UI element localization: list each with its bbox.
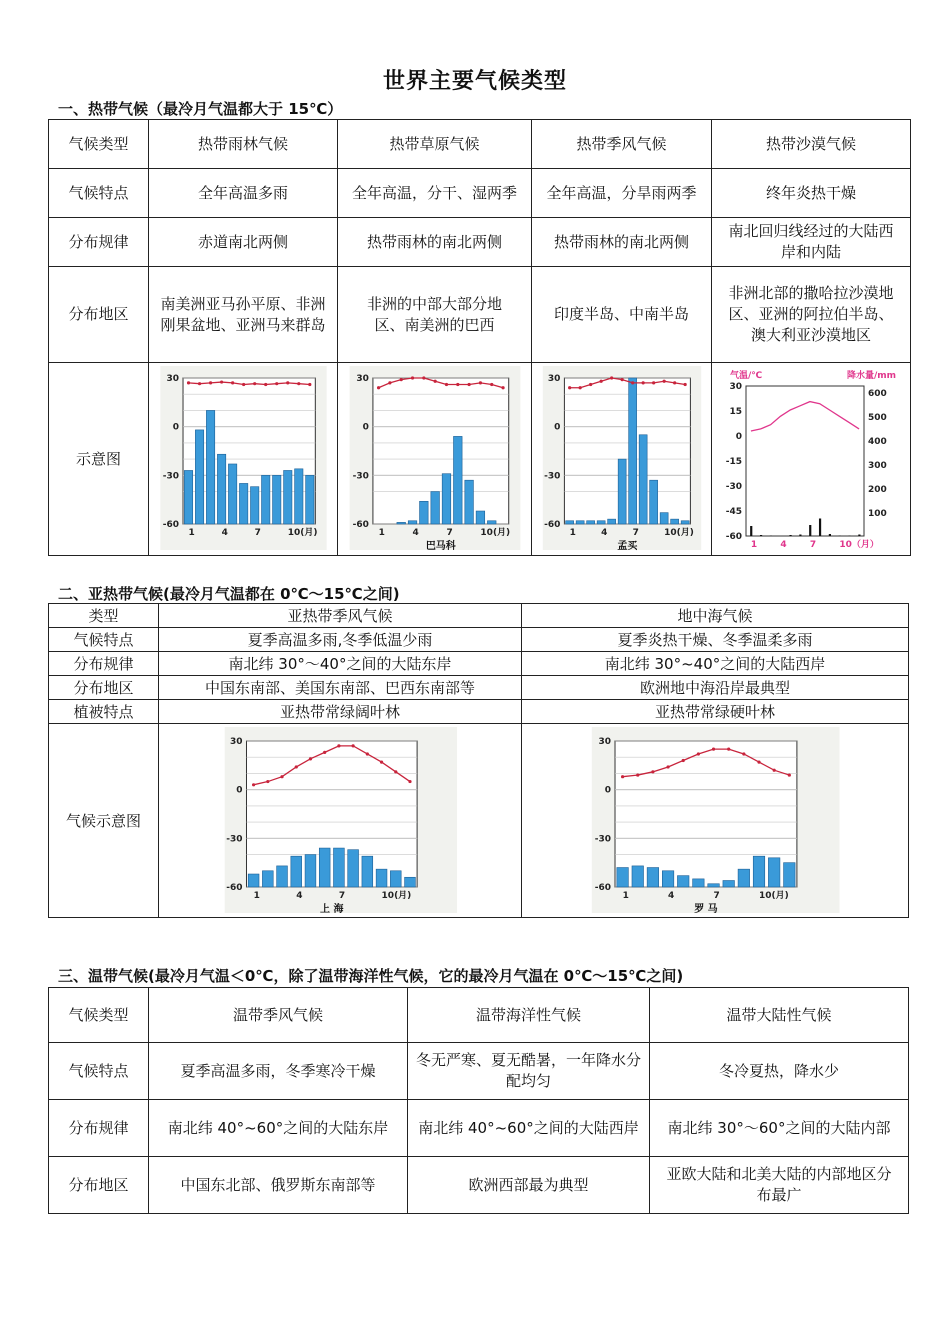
row-label: 气候类型 [49,988,149,1043]
table-row [49,120,911,169]
x-tick-label: 7 [632,528,639,538]
section-heading-tropical: 一、热带气候（最冷月气温都大于 15℃） [58,100,343,118]
climate-type-cell: 温带季风气候 [149,988,408,1043]
y-tick-label: 0 [554,422,561,433]
subtropical-climate-table [48,603,909,918]
temperature-point [673,381,676,384]
row-label: 植被特点 [49,700,159,724]
feature-cell: 冬无严寒、夏无酷暑，一年降水分配均匀 [408,1043,650,1100]
temperature-point [366,752,369,755]
y-tick-label: 30 [547,374,561,384]
feature-cell: 夏季高温多雨，冬季寒冷干燥 [149,1043,408,1100]
chart-cell [149,363,338,556]
precipitation-bar [291,856,302,887]
precipitation-bar [431,492,440,524]
row-label: 气候类型 [49,120,149,169]
y-tick-label: -30 [725,482,742,492]
climate-chart-desert [712,364,911,554]
x-tick-label: 7 [446,528,453,538]
y-tick-label: -60 [352,520,369,530]
temperature-point [231,381,234,384]
precipitation-bar [334,848,345,887]
region-cell: 非洲的中部大部分地区、南美洲的巴西 [338,267,532,363]
feature-cell: 全年高温多雨 [149,169,338,218]
precipitation-bar [397,522,406,524]
y-axis-label-right: 降水量/mm [846,371,896,381]
precipitation-bar [217,454,225,524]
y-tick-label: -60 [725,532,742,542]
feature-cell: 夏季炎热干燥、冬季温柔多雨 [522,628,909,652]
x-tick-label: 10(月) [381,890,412,901]
precipitation-bar [662,870,674,886]
climate-type-cell: 温带大陆性气候 [650,988,909,1043]
precipitation-bar [848,536,850,537]
precipitation-bar [348,849,359,886]
region-cell: 欧洲西部最为典型 [408,1157,650,1214]
precipitation-bar [453,436,462,524]
precipitation-bar [206,410,214,524]
feature-cell: 全年高温，分旱雨两季 [532,169,712,218]
x-tick-label: 4 [780,540,787,550]
temperature-point [636,773,639,776]
pattern-cell: 南北纬 40°~60°之间的大陆西岸 [408,1100,650,1157]
precipitation-bar [639,435,647,524]
chart-cell [338,363,532,556]
temperature-point [501,386,504,389]
row-label: 气候特点 [49,1043,149,1100]
x-tick-label: 7 [254,528,261,538]
y-tick-label-right: 600 [868,389,887,399]
table-row [49,988,909,1043]
temperature-point [295,765,298,768]
y-tick-label: -60 [544,520,561,530]
precipitation-bar [708,883,720,886]
temperature-point [434,380,437,383]
precipitation-bar [408,521,417,524]
feature-cell: 夏季高温多雨,冬季低温少雨 [159,628,522,652]
temperature-point [388,381,391,384]
x-tick-label: 4 [668,890,675,901]
temperature-point [697,752,700,755]
table-row [49,604,909,628]
table-row [49,1100,909,1157]
row-label: 分布地区 [49,1157,149,1214]
precipitation-bar [262,475,270,524]
temperature-point [727,747,730,750]
table-row [49,652,909,676]
precipitation-bar [248,874,259,887]
temperature-point [610,376,613,379]
temperature-point [757,760,760,763]
station-label: 上 海 [320,903,344,915]
precipitation-bar [306,475,314,524]
row-label: 分布规律 [49,218,149,267]
temperature-point [252,783,255,786]
x-tick-label: 10(月) [759,890,789,901]
precipitation-bar [750,526,752,536]
row-label: 气候示意图 [49,724,159,918]
temperature-point [422,376,425,379]
row-label: 气候特点 [49,628,159,652]
pattern-cell: 赤道南北两侧 [149,218,338,267]
row-label: 分布地区 [49,676,159,700]
pattern-cell: 热带雨林的南北两侧 [532,218,712,267]
x-tick-label: 7 [809,540,817,550]
y-tick-label-right: 200 [868,485,887,495]
temperature-point [468,383,471,386]
temperature-point [490,383,493,386]
temperature-point [663,380,666,383]
climate-chart-rome [526,725,909,917]
temperature-point [352,744,355,747]
temperature-point [579,386,582,389]
table-row [49,169,911,218]
precipitation-bar [617,867,629,886]
precipitation-bar [608,519,616,524]
precipitation-bar [405,877,416,887]
temperature-point [742,752,745,755]
pattern-cell: 南北回归线经过的大陆西岸和内陆 [712,218,911,267]
x-tick-label: 7 [713,890,720,901]
x-tick-label: 1 [622,890,629,901]
chart-cell [532,363,712,556]
y-tick-label: -60 [162,520,180,530]
precipitation-bar [390,870,401,886]
precipitation-bar [799,535,801,537]
precipitation-bar [677,875,689,886]
climate-chart-shanghai [163,725,522,917]
temperature-point [666,765,669,768]
pattern-cell: 南北纬 40°~60°之间的大陆东岸 [149,1100,408,1157]
precipitation-bar [576,521,584,524]
y-tick-label: -30 [544,471,561,482]
x-tick-label: 4 [221,528,228,538]
temperature-point [264,383,267,386]
pattern-cell: 南北纬 30°～40°之间的大陆东岸 [159,652,522,676]
climate-chart-monsoon [532,364,712,554]
table-row [49,1157,909,1214]
y-tick-label-right: 500 [868,413,887,423]
precipitation-bar [566,521,574,524]
temperature-point [323,750,326,753]
y-tick-label-right: 300 [868,461,887,471]
y-tick-label: 30 [166,374,180,384]
temperature-point [652,381,655,384]
temperature-point [682,758,685,761]
precipitation-bar [442,474,451,524]
precipitation-bar [239,483,247,524]
station-label: 巴马科 [425,541,456,552]
temperature-point [600,380,603,383]
temperature-point [773,768,776,771]
region-cell: 欧洲地中海沿岸最典型 [522,676,909,700]
precipitation-bar [629,378,637,524]
x-tick-label: 1 [253,890,260,901]
precipitation-bar [587,521,595,524]
y-tick-label: 30 [729,382,742,392]
temperature-point [309,757,312,760]
region-cell: 印度半岛、中南半岛 [532,267,712,363]
temperature-point [589,383,592,386]
climate-type-cell: 热带沙漠气候 [712,120,911,169]
pattern-cell: 热带雨林的南北两侧 [338,218,532,267]
section-heading-subtropical: 二、亚热带气候(最冷月气温都在 0℃～15℃之间) [58,585,400,603]
section-heading-temperate: 三、温带气候(最冷月气温＜0℃，除了温带海洋性气候，它的最冷月气温在 0℃～15℃之间) [58,967,684,985]
precipitation-bar [819,519,821,537]
temperature-point [408,779,411,782]
y-tick-label: -60 [594,882,612,893]
precipitation-bar [305,854,316,886]
precipitation-bar [465,480,474,524]
precipitation-bar [184,470,192,524]
y-tick-label: 30 [356,374,369,384]
precipitation-bar [618,459,626,524]
y-tick-label: 15 [729,407,742,417]
y-axis-label-left: 气温/℃ [730,371,763,381]
row-label: 分布规律 [49,652,159,676]
precipitation-bar [753,856,765,887]
climate-type-cell: 热带草原气候 [338,120,532,169]
row-label: 分布地区 [49,267,149,363]
temperature-point [456,383,459,386]
station-label: 孟买 [617,541,638,552]
y-tick-label: 0 [172,422,180,433]
precipitation-bar [738,869,750,887]
pattern-cell: 南北纬 30°～60°之间的大陆内部 [650,1100,909,1157]
vegetation-cell: 亚热带常绿硬叶林 [522,700,909,724]
y-tick-label: -15 [725,457,742,467]
temperature-point [445,383,448,386]
y-tick-label: 30 [598,736,612,747]
feature-cell: 全年高温，分干、湿两季 [338,169,532,218]
climate-type-cell: 温带海洋性气候 [408,988,650,1043]
temperature-point [187,381,190,384]
pattern-cell: 南北纬 30°~40°之间的大陆西岸 [522,652,909,676]
temperature-point [400,378,403,381]
x-tick-label: 10(月) [287,528,318,538]
temperature-point [684,383,687,386]
temperature-point [198,382,201,385]
climate-type-cell: 热带雨林气候 [149,120,338,169]
row-label: 分布规律 [49,1100,149,1157]
temperature-point [479,381,482,384]
chart-cell [522,724,909,918]
temperature-point [308,383,311,386]
precipitation-bar [376,869,387,887]
chart-cell [159,724,522,918]
temperature-point [642,381,645,384]
temperature-point [266,779,269,782]
climate-type-cell: 热带季风气候 [532,120,712,169]
temperature-point [242,383,245,386]
table-row [49,724,909,918]
temperature-point [712,747,715,750]
temperature-point [377,386,380,389]
temperate-climate-table [48,987,909,1214]
row-label: 气候特点 [49,169,149,218]
chart-cell [712,363,911,556]
precipitation-bar [262,870,273,886]
feature-cell: 终年炎热干燥 [712,169,911,218]
temperature-point [380,760,383,763]
y-tick-label: 0 [362,422,369,433]
precipitation-bar [319,848,330,887]
x-tick-label: 1 [569,528,576,538]
precipitation-bar [362,856,373,887]
precipitation-bar [273,475,281,524]
precipitation-bar [476,511,485,524]
precipitation-bar [597,521,605,524]
plot-frame [746,386,864,536]
x-tick-label: 4 [412,528,419,538]
precipitation-bar [195,430,203,524]
precipitation-bar [784,862,796,886]
y-tick-label: -45 [725,507,742,517]
temperature-point [220,380,223,383]
precipitation-bar [647,867,659,886]
precipitation-bar [760,535,762,536]
y-tick-label: -30 [594,833,612,844]
table-row [49,628,909,652]
y-tick-label-right: 100 [868,509,887,519]
temperature-point [209,381,212,384]
plot-frame [564,378,690,524]
precipitation-bar [660,513,668,524]
temperature-point [621,378,624,381]
region-cell: 中国东北部、俄罗斯东南部等 [149,1157,408,1214]
y-tick-label: 0 [236,785,243,796]
precipitation-bar [250,487,258,524]
x-tick-label: 10(月) [480,528,511,538]
row-label: 示意图 [49,363,149,556]
precipitation-bar [858,535,860,537]
x-tick-label: 4 [296,890,303,901]
temperature-point [253,382,256,385]
precipitation-bar [487,521,496,524]
y-tick-label: 0 [735,432,742,442]
table-row [49,267,911,363]
y-tick-label: -30 [352,471,369,482]
precipitation-bar [228,464,236,524]
tropical-climate-table [48,119,911,556]
temperature-point [337,744,340,747]
temperature-point [568,386,571,389]
table-row [49,676,909,700]
precipitation-bar [789,535,791,536]
plot-frame [246,741,417,887]
vegetation-cell: 亚热带常绿阔叶林 [159,700,522,724]
temperature-point [275,382,278,385]
climate-chart-savanna [338,364,532,554]
precipitation-bar [681,521,689,524]
precipitation-bar [693,878,705,886]
station-label: 罗 马 [694,903,718,915]
table-row [49,363,911,556]
x-tick-label: 1 [750,540,758,550]
table-row [49,700,909,724]
precipitation-bar [632,865,644,886]
x-tick-label: 1 [378,528,385,538]
precipitation-bar [295,469,303,524]
climate-type-cell: 地中海气候 [522,604,909,628]
table-row [49,1043,909,1100]
y-tick-label-right: 400 [868,437,887,447]
climate-type-cell: 亚热带季风气候 [159,604,522,628]
temperature-point [286,381,289,384]
temperature-point [297,382,300,385]
table-row [49,218,911,267]
x-tick-label: 4 [601,528,608,538]
temperature-point [651,770,654,773]
precipitation-bar [284,470,292,524]
region-cell: 非洲北部的撒哈拉沙漠地区、亚洲的阿拉伯半岛、澳大利亚沙漠地区 [712,267,911,363]
x-tick-label: 7 [338,890,346,901]
precipitation-bar [768,857,780,886]
y-tick-label: 0 [604,785,612,796]
temperature-point [631,381,634,384]
y-tick-label: -30 [226,833,243,844]
row-label: 类型 [49,604,159,628]
precipitation-bar [770,536,772,537]
x-tick-label: 1 [188,528,195,538]
temperature-point [621,775,624,778]
precipitation-bar [650,480,658,524]
climate-chart-rainforest [149,364,338,554]
precipitation-bar [723,880,735,886]
region-cell: 中国东南部、美国东南部、巴西东南部等 [159,676,522,700]
y-tick-label: 30 [229,736,243,747]
precipitation-bar [277,865,288,886]
x-tick-label: 10(月) [664,528,694,538]
feature-cell: 冬冷夏热，降水少 [650,1043,909,1100]
precipitation-bar [671,519,679,524]
temperature-point [788,773,791,776]
temperature-point [411,376,414,379]
y-tick-label: -30 [162,471,180,482]
temperature-point [394,770,397,773]
temperature-point [280,775,283,778]
region-cell: 南美洲亚马孙平原、非洲刚果盆地、亚洲马来群岛 [149,267,338,363]
region-cell: 亚欧大陆和北美大陆的内部地区分布最广 [650,1157,909,1214]
page-title: 世界主要气候类型 [382,69,567,94]
precipitation-bar [420,501,429,524]
precipitation-bar [829,534,831,536]
x-tick-label: 10（月） [839,540,879,550]
precipitation-bar [809,525,811,536]
plot-frame [373,378,509,524]
precipitation-bar [839,536,841,537]
y-tick-label: -60 [226,882,243,893]
